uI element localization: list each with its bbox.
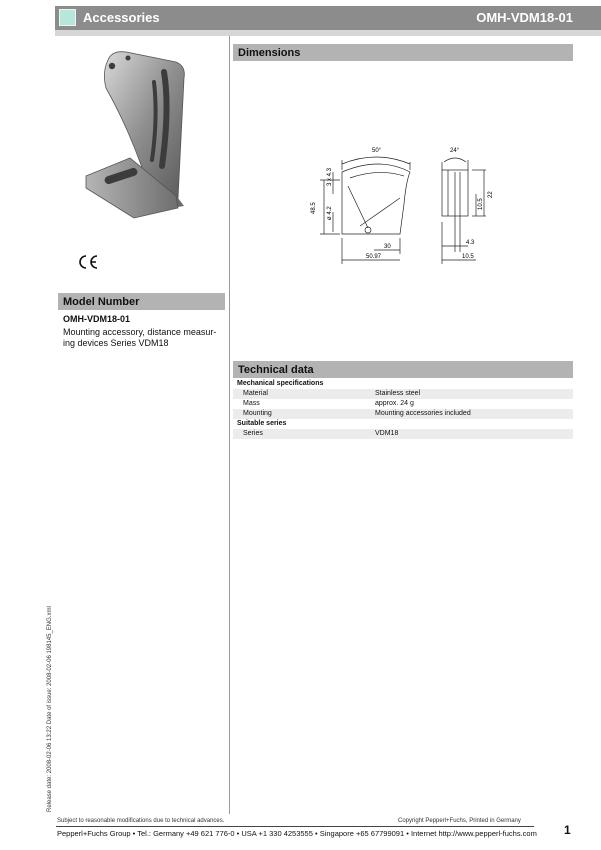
- model-description: Mounting accessory, distance measur-ing devices Series VDM18: [63, 327, 217, 348]
- row-key: Mounting: [233, 409, 371, 419]
- dim-height: 48.5: [311, 202, 317, 214]
- row-key: Series: [233, 429, 371, 439]
- model-number-section-header: Model Number: [58, 293, 225, 310]
- row-value: Stainless steel: [371, 389, 573, 399]
- header-shade-strip: [55, 30, 601, 36]
- technical-data-table: [233, 379, 573, 439]
- row-value: approx. 24 g: [375, 400, 414, 407]
- product-photo: [78, 48, 203, 220]
- table-row: [233, 429, 573, 439]
- dim-4-3: 4.3: [466, 240, 475, 246]
- category-title: Accessories: [83, 10, 160, 25]
- table-row: [233, 399, 573, 409]
- column-divider: [229, 36, 230, 814]
- group-label: Suitable series: [237, 420, 287, 427]
- footer-modification-note: Subject to reasonable modifications due to technical advances.: [57, 818, 225, 824]
- group-label: Mechanical specifications: [237, 380, 324, 387]
- dim-width-inner: 30: [384, 244, 391, 250]
- dim-angle-right: 24°: [450, 148, 460, 154]
- table-group-row: [233, 419, 573, 429]
- dim-hole: ø 4.2: [327, 206, 333, 220]
- model-name: OMH-VDM18-01: [63, 314, 131, 324]
- dim-slot: 3 x 4.3: [327, 167, 333, 186]
- row-value: VDM18: [371, 429, 573, 439]
- row-value: Mounting accessories included: [371, 409, 573, 419]
- ce-mark-icon: [77, 254, 99, 270]
- dimensions-section-header: Dimensions: [233, 44, 573, 61]
- footer-copyright: Copyright Pepperl+Fuchs, Printed in Germany: [398, 818, 521, 824]
- footer-contact-info: Pepperl+Fuchs Group • Tel.: Germany +49 621 776-0 • USA +1 330 4253555 • Singapore +65 67799091 • Internet http://www.pepperl-fuchs.com: [57, 829, 537, 838]
- dim-22: 22: [488, 191, 494, 198]
- technical-data-section-header: Technical data: [233, 361, 573, 378]
- dimension-drawing: [300, 142, 500, 268]
- dim-10-5-horizontal: 10.5: [462, 254, 474, 260]
- footer-divider: [56, 826, 534, 827]
- dim-10-5-vertical: 10.5: [478, 198, 484, 210]
- table-row: [233, 409, 573, 419]
- table-group-row: [233, 379, 573, 389]
- table-row: [233, 389, 573, 399]
- release-date-side-text: Release date: 2008-02-06 13:22 Date of issue: 2008-02-06 198145_ENG.xml: [47, 606, 53, 812]
- page-header: [55, 6, 601, 30]
- row-key: Mass: [243, 400, 260, 407]
- dim-angle-left: 50°: [372, 148, 382, 154]
- row-key: Material: [233, 389, 371, 399]
- page-number: 1: [564, 823, 571, 837]
- dim-width-total: 50.97: [366, 254, 382, 260]
- brand-logo-square: [59, 9, 76, 26]
- header-model-number: OMH-VDM18-01: [476, 10, 573, 25]
